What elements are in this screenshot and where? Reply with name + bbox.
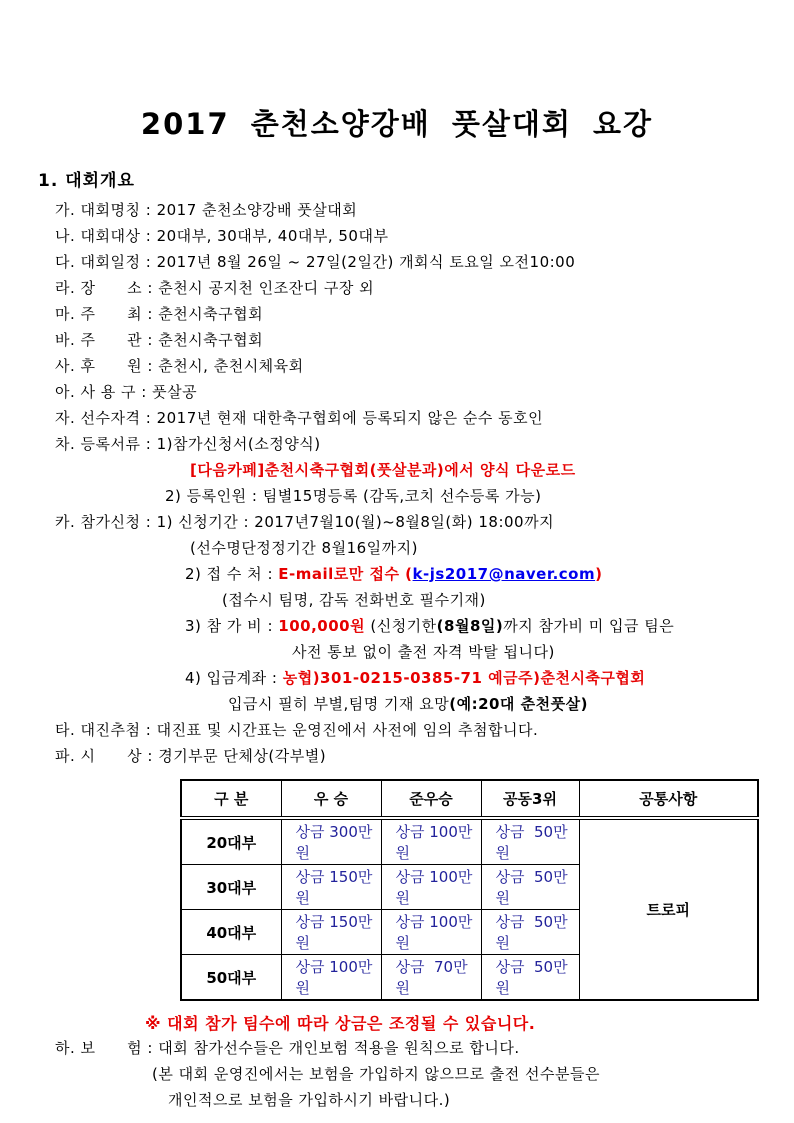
division-cell: 30대부 [181,865,281,910]
line-sponsor: 사. 후 원 : 춘천시, 춘천시체육회 [55,357,304,375]
winner-prize-cell: 상금 300만원 [281,818,381,865]
header-common: 공통사항 [579,780,758,818]
line-bank-account [0,665,794,691]
reception-label: 2) 접 수 처 : [185,565,279,583]
line-application-period: 카. 참가신청 : 1) 신청기간 : 2017년7월10(월)~8월8일(화) 18:00까지 [55,513,555,531]
runner-up-prize-cell: 상금 100만원 [381,865,481,910]
third-prize-cell: 상금 50만원 [481,865,579,910]
line-organizer: 바. 주 관 : 춘천시축구협회 [55,331,264,349]
bank-account-number: 농협)301-0215-0385-71 예금주)춘천시축구협회 [282,669,646,687]
line-event-name: 가. 대회명칭 : 2017 춘천소양강배 풋살대회 [55,201,358,219]
prize-table-row [181,818,758,865]
prize-adjustment-note: ※ 대회 참가 팀수에 따라 상금은 조정될 수 있습니다. [145,1014,536,1033]
line-event-schedule: 다. 대회일정 : 2017년 8월 26일 ~ 27일(2일간) 개회식 토요일 오전10:00 [55,253,576,271]
line-reception [0,561,794,587]
division-cell: 40대부 [181,910,281,955]
winner-prize-cell: 상금 150만원 [281,910,381,955]
line-eligibility: 자. 선수자격 : 2017년 현재 대한축구협회에 등록되지 않은 순수 동호인 [55,409,544,427]
header-runner-up: 준우승 [381,780,481,818]
entry-fee-amount: 100,000원 [278,617,366,635]
division-cell: 20대부 [181,818,281,865]
line-event-target: 나. 대회대상 : 20대부, 30대부, 40대부, 50대부 [55,227,389,245]
document-title: 2017 춘천소양강배 풋살대회 요강 [140,107,654,141]
line-insurance-cont-2: 개인적으로 보험을 가입하시기 바랍니다.) [168,1091,451,1109]
bank-account-label: 4) 입금계좌 : [185,669,283,687]
winner-prize-cell: 상금 100만원 [281,955,381,1001]
line-reception-note: (접수시 팀명, 감독 전화번호 필수기재) [222,591,486,609]
runner-up-prize-cell: 상금 100만원 [381,818,481,865]
prize-table [180,779,759,1001]
header-division: 구 분 [181,780,281,818]
third-prize-cell: 상금 50만원 [481,910,579,955]
entry-fee-tail: 까지 참가비 미 입금 팀은 [503,617,675,635]
line-venue: 라. 장 소 : 춘천시 공지천 인조잔디 구장 외 [55,279,375,297]
section-1-heading: 1. 대회개요 [38,171,135,191]
deposit-note-text: 입금시 필히 부별,팀명 기재 요망 [228,695,450,713]
entry-fee-mid: (신청기한 [365,617,437,635]
runner-up-prize-cell: 상금 100만원 [381,910,481,955]
entry-fee-label: 3) 참 가 비 : [185,617,279,635]
winner-prize-cell: 상금 150만원 [281,865,381,910]
line-awards: 파. 시 상 : 경기부문 단체상(각부별) [55,747,327,765]
line-deposit-note [0,691,794,717]
line-entry-fee-warning: 사전 통보 없이 출전 자격 박탈 됩니다) [292,643,555,661]
line-roster-correction: (선수명단정정기간 8월16일까지) [190,539,418,557]
email-link[interactable]: k-js2017@naver.com [412,565,596,583]
division-cell: 50대부 [181,955,281,1001]
line-ball: 아. 사 용 구 : 풋살공 [55,383,198,401]
header-joint-third: 공동3위 [481,780,579,818]
entry-fee-deadline: (8월8일) [436,617,504,635]
line-registration-docs: 차. 등록서류 : 1)참가신청서(소정양식) [55,435,321,453]
reception-close-paren: ) [595,565,603,583]
line-roster-size: 2) 등록인원 : 팀별15명등록 (감독,코치 선수등록 가능) [165,487,542,505]
line-entry-fee [0,613,794,639]
header-winner: 우 승 [281,780,381,818]
reception-emphasis: E-mail로만 접수 ( [278,565,413,583]
line-host: 마. 주 최 : 춘천시축구협회 [55,305,264,323]
runner-up-prize-cell: 상금 70만원 [381,955,481,1001]
third-prize-cell: 상금 50만원 [481,818,579,865]
common-award-cell: 트로피 [579,818,758,1000]
line-draw: 타. 대진추첨 : 대진표 및 시간표는 운영진에서 사전에 임의 추첨합니다. [55,721,539,739]
prize-table-header-row [181,780,758,818]
line-insurance: 하. 보 험 : 대회 참가선수들은 개인보험 적용을 원칙으로 합니다. [55,1039,520,1057]
line-form-download-notice: [다음카페]춘천시축구협회(풋살분과)에서 양식 다운로드 [190,461,576,479]
third-prize-cell: 상금 50만원 [481,955,579,1001]
deposit-note-example: (예:20대 춘천풋살) [449,695,588,713]
line-insurance-cont-1: (본 대회 운영진에서는 보험을 가입하지 않으므로 출전 선수분들은 [152,1065,600,1083]
